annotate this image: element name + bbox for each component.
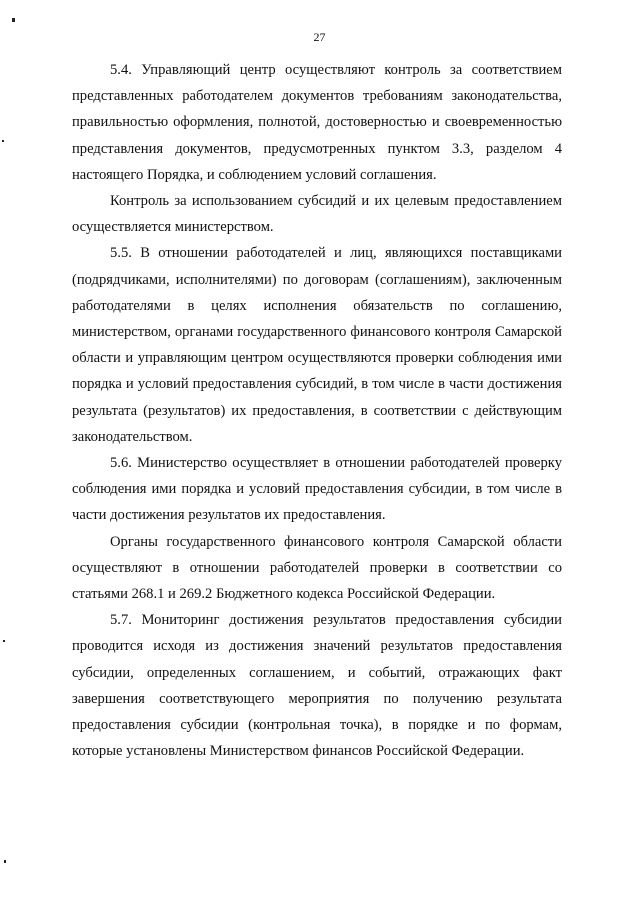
scan-artifact — [12, 18, 15, 22]
scan-artifact — [2, 140, 4, 142]
scan-artifact — [4, 860, 6, 863]
paragraph-5-7: 5.7. Мониторинг достижения результатов предоставления субсидии проводится исходя из достижения значений результатов предоставления субсидии, определенных соглашением, и событий, отражающих факт завершения соответствующего мероприятия по получению результата предоставления субсидии (контрольная точка), в порядке и по формам, которые установлены Министерством финансов Российской Федерации. — [72, 612, 562, 760]
paragraph-5-5: 5.5. В отношении работодателей и лиц, являющихся поставщиками (подрядчиками, исполнителями) по договорам (соглашениям), заключенным работодателями в целях исполнения обязательств по соглашению, министерством, органами государственного финансового контроля Самарской области и управляющим центром осуществляются проверки соблюдения ими порядка и условий предоставления субсидий, в том числе в части достижения результата (результатов) их предоставления, в соответствии с действующим законодательством. — [72, 245, 562, 445]
paragraph-5-4: 5.4. Управляющий центр осуществляют контроль за соответствием представленных работодателем документов требованиям законодательства, правильностью оформления, полнотой, достоверностью и своевременностью представления документов, предусмотренных пунктом 3.3, разделом 4 настоящего Порядка, и соблюдением условий соглашения. — [72, 62, 562, 183]
paragraph-subsidy-control: Контроль за использованием субсидий и их целевым предоставлением осуществляется министерством. — [72, 193, 562, 236]
scan-artifact — [3, 640, 5, 642]
document-body — [72, 57, 562, 764]
paragraph-financial-control-bodies: Органы государственного финансового контроля Самарской области осуществляют в отношении работодателей проверки в соответствии со статьями 268.1 и 269.2 Бюджетного кодекса Российской Федерации. — [72, 533, 562, 603]
page-number: 27 — [313, 30, 326, 44]
paragraph-5-6: 5.6. Министерство осуществляет в отношении работодателей проверку соблюдения ими порядка и условий предоставления субсидии, в том числе в части достижения результатов их предоставления. — [72, 455, 562, 524]
